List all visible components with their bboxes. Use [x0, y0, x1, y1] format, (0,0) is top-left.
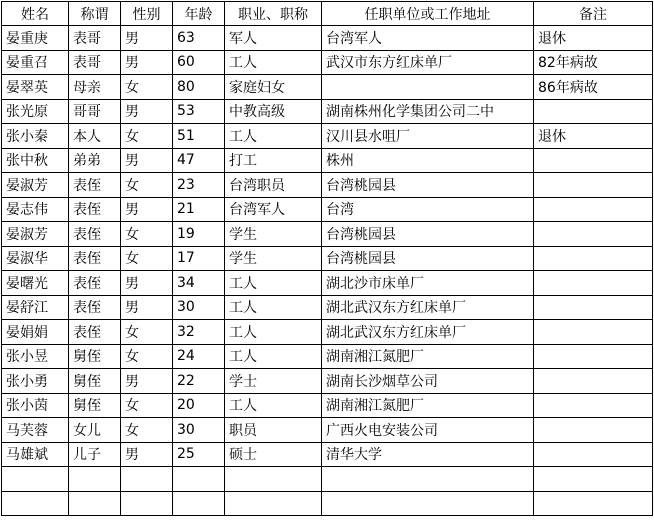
occupation-cell: 学士: [225, 369, 322, 394]
workplace-cell: 湖南湘江氮肥厂: [322, 344, 534, 369]
age-cell: 25: [173, 442, 225, 467]
workplace-cell: [322, 467, 534, 492]
name-cell: 马雄斌: [2, 442, 69, 467]
occupation-cell: 工人: [225, 320, 322, 345]
relation-cell: 舅侄: [69, 344, 121, 369]
occupation-cell: 台湾职员: [225, 173, 322, 198]
relation-cell: 表侄: [69, 320, 121, 345]
table-row: [2, 26, 653, 51]
gender-cell: 女: [121, 75, 173, 100]
table-row: [2, 393, 653, 418]
header-remarks: 备注: [534, 2, 653, 26]
table-row: [2, 467, 653, 492]
age-cell: 47: [173, 148, 225, 173]
occupation-cell: 打工: [225, 148, 322, 173]
gender-cell: [121, 491, 173, 516]
relation-cell: 舅侄: [69, 393, 121, 418]
gender-cell: 男: [121, 295, 173, 320]
name-cell: 晏舒江: [2, 295, 69, 320]
age-cell: 23: [173, 173, 225, 198]
remarks-cell: 86年病故: [534, 75, 653, 100]
gender-cell: 男: [121, 99, 173, 124]
occupation-cell: 学生: [225, 246, 322, 271]
workplace-cell: 湖北武汉东方红床单厂: [322, 295, 534, 320]
table-row: [2, 271, 653, 296]
name-cell: 晏娟娟: [2, 320, 69, 345]
relation-cell: 表侄: [69, 246, 121, 271]
relation-cell: 表哥: [69, 26, 121, 51]
relation-cell: 弟弟: [69, 148, 121, 173]
gender-cell: 男: [121, 148, 173, 173]
workplace-cell: 台湾军人: [322, 26, 534, 51]
name-cell: 张小秦: [2, 124, 69, 149]
table-row: [2, 369, 653, 394]
workplace-cell: 台湾: [322, 197, 534, 222]
workplace-cell: 株州: [322, 148, 534, 173]
remarks-cell: [534, 344, 653, 369]
age-cell: 30: [173, 295, 225, 320]
age-cell: 51: [173, 124, 225, 149]
relation-cell: 母亲: [69, 75, 121, 100]
occupation-cell: 家庭妇女: [225, 75, 322, 100]
table-row: [2, 173, 653, 198]
name-cell: 张小昱: [2, 344, 69, 369]
workplace-cell: 武汉市东方红床单厂: [322, 50, 534, 75]
remarks-cell: [534, 418, 653, 443]
workplace-cell: 湖南长沙烟草公司: [322, 369, 534, 394]
header-occupation: 职业、职称: [225, 2, 322, 26]
age-cell: 32: [173, 320, 225, 345]
name-cell: 张光原: [2, 99, 69, 124]
table-row: [2, 197, 653, 222]
age-cell: 17: [173, 246, 225, 271]
gender-cell: 女: [121, 393, 173, 418]
occupation-cell: 工人: [225, 271, 322, 296]
occupation-cell: 工人: [225, 344, 322, 369]
header-age: 年龄: [173, 2, 225, 26]
workplace-cell: 湖南株州化学集团公司二中: [322, 99, 534, 124]
workplace-cell: 台湾桃园县: [322, 173, 534, 198]
gender-cell: 男: [121, 26, 173, 51]
name-cell: 晏重召: [2, 50, 69, 75]
age-cell: 20: [173, 393, 225, 418]
occupation-cell: 工人: [225, 295, 322, 320]
gender-cell: 女: [121, 173, 173, 198]
table-row: [2, 442, 653, 467]
remarks-cell: [534, 173, 653, 198]
relation-cell: 表侄: [69, 295, 121, 320]
relation-cell: 表哥: [69, 50, 121, 75]
name-cell: 张小茵: [2, 393, 69, 418]
occupation-cell: 学生: [225, 222, 322, 247]
occupation-cell: 军人: [225, 26, 322, 51]
gender-cell: 女: [121, 418, 173, 443]
workplace-cell: [322, 75, 534, 100]
name-cell: 张小勇: [2, 369, 69, 394]
gender-cell: 男: [121, 369, 173, 394]
table-row: [2, 491, 653, 516]
table-row: [2, 75, 653, 100]
age-cell: 60: [173, 50, 225, 75]
relation-cell: [69, 467, 121, 492]
name-cell: 晏曙光: [2, 271, 69, 296]
workplace-cell: 台湾桃园县: [322, 246, 534, 271]
table-row: [2, 99, 653, 124]
table-row: [2, 222, 653, 247]
table-row: [2, 148, 653, 173]
remarks-cell: 82年病故: [534, 50, 653, 75]
remarks-cell: [534, 467, 653, 492]
remarks-cell: [534, 320, 653, 345]
occupation-cell: [225, 467, 322, 492]
relation-cell: 儿子: [69, 442, 121, 467]
name-cell: 晏淑芳: [2, 222, 69, 247]
gender-cell: 女: [121, 222, 173, 247]
age-cell: 30: [173, 418, 225, 443]
gender-cell: 男: [121, 271, 173, 296]
age-cell: 53: [173, 99, 225, 124]
remarks-cell: [534, 99, 653, 124]
header-gender: 性别: [121, 2, 173, 26]
workplace-cell: 清华大学: [322, 442, 534, 467]
name-cell: 晏重庚: [2, 26, 69, 51]
workplace-cell: 湖北沙市床单厂: [322, 271, 534, 296]
name-cell: [2, 491, 69, 516]
workplace-cell: 广西火电安装公司: [322, 418, 534, 443]
remarks-cell: [534, 369, 653, 394]
relation-cell: 表侄: [69, 197, 121, 222]
age-cell: 80: [173, 75, 225, 100]
relation-cell: 表侄: [69, 222, 121, 247]
name-cell: [2, 467, 69, 492]
remarks-cell: [534, 222, 653, 247]
header-workplace: 任职单位或工作地址: [322, 2, 534, 26]
age-cell: 24: [173, 344, 225, 369]
workplace-cell: 台湾桃园县: [322, 222, 534, 247]
gender-cell: 女: [121, 124, 173, 149]
gender-cell: [121, 467, 173, 492]
table-row: [2, 344, 653, 369]
age-cell: 63: [173, 26, 225, 51]
occupation-cell: 工人: [225, 393, 322, 418]
name-cell: 张中秋: [2, 148, 69, 173]
gender-cell: 男: [121, 442, 173, 467]
remarks-cell: [534, 271, 653, 296]
remarks-cell: [534, 295, 653, 320]
age-cell: [173, 467, 225, 492]
age-cell: 34: [173, 271, 225, 296]
workplace-cell: [322, 491, 534, 516]
header-relation: 称谓: [69, 2, 121, 26]
workplace-cell: 湖南湘江氮肥厂: [322, 393, 534, 418]
occupation-cell: [225, 491, 322, 516]
table-row: [2, 295, 653, 320]
remarks-cell: 退休: [534, 26, 653, 51]
family-members-table: [1, 1, 653, 516]
header-row: [2, 2, 653, 26]
table-row: [2, 418, 653, 443]
table-row: [2, 124, 653, 149]
remarks-cell: [534, 491, 653, 516]
relation-cell: 哥哥: [69, 99, 121, 124]
age-cell: 21: [173, 197, 225, 222]
name-cell: 晏翠英: [2, 75, 69, 100]
occupation-cell: 台湾军人: [225, 197, 322, 222]
age-cell: 19: [173, 222, 225, 247]
table-row: [2, 320, 653, 345]
relation-cell: 舅侄: [69, 369, 121, 394]
gender-cell: 女: [121, 320, 173, 345]
occupation-cell: 工人: [225, 124, 322, 149]
occupation-cell: 工人: [225, 50, 322, 75]
age-cell: [173, 491, 225, 516]
relation-cell: 女儿: [69, 418, 121, 443]
age-cell: 22: [173, 369, 225, 394]
relation-cell: 表侄: [69, 173, 121, 198]
remarks-cell: [534, 393, 653, 418]
remarks-cell: [534, 197, 653, 222]
table-row: [2, 50, 653, 75]
name-cell: 晏志伟: [2, 197, 69, 222]
workplace-cell: 湖北武汉东方红床单厂: [322, 320, 534, 345]
relation-cell: 表侄: [69, 271, 121, 296]
workplace-cell: 汉川县水咀厂: [322, 124, 534, 149]
relation-cell: [69, 491, 121, 516]
name-cell: 晏淑芳: [2, 173, 69, 198]
gender-cell: 女: [121, 344, 173, 369]
name-cell: 马芙蓉: [2, 418, 69, 443]
occupation-cell: 硕士: [225, 442, 322, 467]
name-cell: 晏淑华: [2, 246, 69, 271]
occupation-cell: 中教高级: [225, 99, 322, 124]
gender-cell: 男: [121, 197, 173, 222]
gender-cell: 男: [121, 50, 173, 75]
occupation-cell: 职员: [225, 418, 322, 443]
relation-cell: 本人: [69, 124, 121, 149]
remarks-cell: [534, 442, 653, 467]
remarks-cell: 退休: [534, 124, 653, 149]
remarks-cell: [534, 148, 653, 173]
gender-cell: 女: [121, 246, 173, 271]
header-name: 姓名: [2, 2, 69, 26]
table-row: [2, 246, 653, 271]
remarks-cell: [534, 246, 653, 271]
